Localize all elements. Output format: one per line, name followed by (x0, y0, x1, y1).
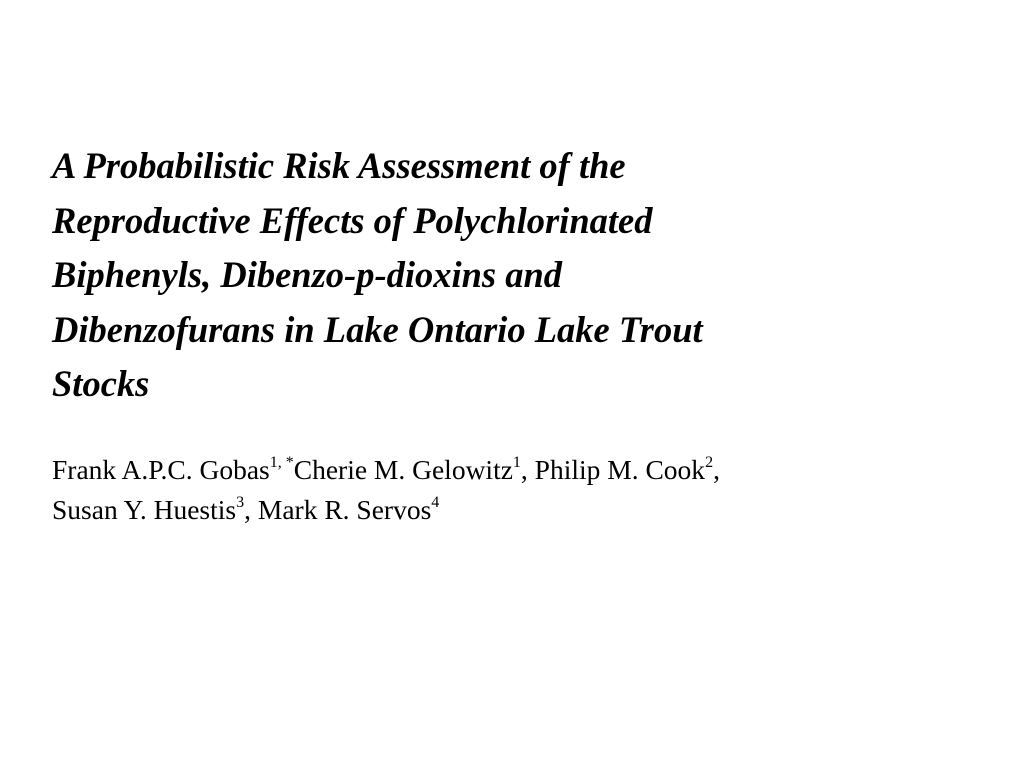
author-name: Cherie M. Gelowitz (293, 454, 513, 485)
author-name: , Philip M. Cook (520, 454, 706, 485)
author-name: Susan Y. Huestis (52, 494, 237, 525)
title-line: Dibenzofurans in Lake Ontario Lake Trout (52, 308, 703, 350)
author-name: Frank A.P.C. Gobas (52, 454, 270, 485)
title-line: A Probabilistic Risk Assessment of the (52, 145, 626, 186)
author-name: , Mark R. Servos (244, 494, 432, 525)
author-list (52, 450, 972, 530)
title-line: Biphenyls, Dibenzo-p-dioxins and (52, 254, 563, 295)
affiliation-mark: 4 (431, 494, 440, 511)
author-line (52, 490, 972, 530)
affiliation-mark: 1 (512, 454, 521, 471)
title-line: Reproductive Effects of Polychlorinated (52, 199, 653, 241)
affiliation-mark: 1, * (269, 454, 294, 471)
title-line: Stocks (52, 363, 150, 404)
author-line (52, 450, 972, 490)
affiliation-mark: 3 (236, 494, 245, 511)
paper-title (52, 139, 952, 412)
separator: , (713, 454, 720, 485)
affiliation-mark: 2 (705, 454, 714, 471)
